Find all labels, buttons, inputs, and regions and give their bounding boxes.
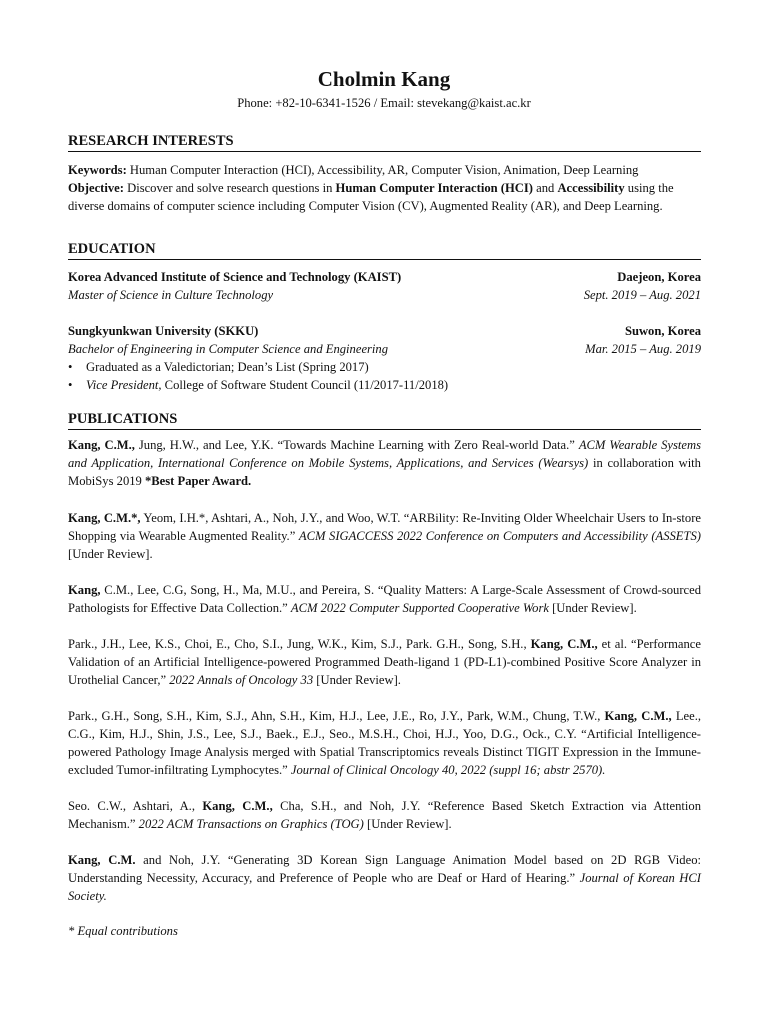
pub-text: Seo. C.W., Ashtari, A., <box>68 799 203 813</box>
pub-venue: 2022 ACM Transactions on Graphics (TOG) <box>138 817 364 831</box>
education-heading: EDUCATION <box>68 240 701 260</box>
pub-text: [Under Review]. <box>313 673 401 687</box>
keywords-label: Keywords: <box>68 163 127 177</box>
publication-5 <box>68 707 701 779</box>
pub-author-bold: Kang, <box>68 583 101 597</box>
school-name: Sungkyunkwan University (SKKU) <box>68 324 259 338</box>
objective-text: Discover and solve research questions in <box>123 181 336 195</box>
publication-2 <box>68 509 701 563</box>
pub-text: [Under Review]. <box>68 547 153 561</box>
pub-text: [Under Review]. <box>548 601 637 615</box>
bullet-icon: • <box>68 360 73 374</box>
pub-author-bold: Kang, C.M., <box>530 637 598 651</box>
objective-label: Objective: <box>68 181 124 195</box>
objective-line <box>68 179 701 215</box>
contact-info: Phone: +82-10-6341-1526 / Email: stevekang@kaist.ac.kr <box>237 96 531 110</box>
pub-text: Lee., C.G., Kim, H.J., Shin, J.S., Lee, S.J., Baek., E.J., Seo., M.S.H., Choi, H.J., Yoo, D.G., Ock., C.Y. “Artificial Intelligence-powered Pathology Image Analysis merged with Spatial Transcriptomics reveals Distinct TIGIT Expression in the Immune-excluded Tumor-infiltrating Lymphocytes.” <box>68 709 701 777</box>
equal-contributions-note: * Equal contributions <box>68 924 178 938</box>
publication-1 <box>68 436 701 490</box>
objective-bold-accessibility: Accessibility <box>557 181 625 195</box>
education-bullets <box>68 358 701 394</box>
pub-venue: ACM 2022 Computer Supported Cooperative Work <box>290 601 549 615</box>
publication-6 <box>68 797 701 833</box>
research-interests-body <box>68 161 701 215</box>
school-name: Korea Advanced Institute of Science and Technology (KAIST) <box>68 270 402 284</box>
pub-author-bold: Kang, C.M., <box>604 709 672 723</box>
publication-4 <box>68 635 701 689</box>
resume-header <box>0 64 768 111</box>
bullet-item <box>68 376 701 394</box>
pub-text: Park., J.H., Lee, K.S., Choi, E., Cho, S.I., Jung, W.K., Kim, S.J., Park. G.H., Song, S.H., <box>68 637 531 651</box>
pub-author-bold: Kang, C.M., <box>202 799 273 813</box>
education-row <box>68 268 701 286</box>
objective-text-post: using the diverse domains of computer science including Computer Vision (CV), Augmented Reality (AR), and Deep Learning. <box>68 181 674 213</box>
pub-text: Cha, S.H., and Noh, J.Y. “Reference Based Sketch Extraction via Attention Mechanism.” <box>68 799 701 831</box>
degree: Bachelor of Engineering in Computer Science and Engineering <box>68 342 389 356</box>
pub-author-bold: Kang, C.M.*, <box>68 511 141 525</box>
bullet-role: Vice President, <box>86 378 162 392</box>
publication-3 <box>68 581 701 617</box>
pub-text: Jung, H.W., and Lee, Y.K. “Towards Machine Learning with Zero Real-world Data.” <box>134 438 579 452</box>
pub-text: et al. “Performance Validation of an Artificial Intelligence-powered Programmed Death-ligand 1 (PD-L1)-combined Positive Score Analyzer in Urothelial Cancer,” <box>68 637 701 687</box>
pub-venue: ACM SIGACCESS 2022 Conference on Computers and Accessibility (ASSETS) <box>298 529 701 543</box>
pub-venue: ACM Wearable Systems and Application, International Conference on Mobile Systems, Applications, and Services (Wearsys) <box>68 438 702 470</box>
bullet-text: College of Software Student Council (11/2017-11/2018) <box>161 378 449 392</box>
objective-text-mid: and <box>532 181 558 195</box>
education-entry-skku <box>68 322 701 394</box>
pub-text: [Under Review]. <box>363 817 452 831</box>
research-interests-heading: RESEARCH INTERESTS <box>68 132 701 152</box>
bullet-icon: • <box>68 378 73 392</box>
dates: Sept. 2019 – Aug. 2021 <box>583 288 701 302</box>
pub-venue: 2022 Annals of Oncology 33 <box>169 673 314 687</box>
pub-text: Park., G.H., Song, S.H., Kim, S.J., Ahn, S.H., Kim, H.J., Lee, J.E., Ro, J.Y., Park, W.M., Chung, T.W., <box>68 709 605 723</box>
pub-text: in collaboration with MobiSys 2019 <box>68 456 701 488</box>
publication-7 <box>68 851 701 905</box>
education-entry-kaist <box>68 268 701 304</box>
bullet-text: Graduated as a Valedictorian; Dean’s List (Spring 2017) <box>86 360 369 374</box>
keywords-line <box>68 161 701 179</box>
education-row <box>68 286 701 304</box>
bullet-item <box>68 358 701 376</box>
pub-venue: Journal of Korean HCI Society. <box>68 871 701 903</box>
publications-heading: PUBLICATIONS <box>68 410 701 430</box>
pub-author-bold: Kang, C.M., <box>68 438 135 452</box>
candidate-name: Cholmin Kang <box>317 67 451 91</box>
school-location: Suwon, Korea <box>624 324 701 338</box>
keywords-text: Human Computer Interaction (HCI), Accessibility, AR, Computer Vision, Animation, Deep Learning <box>126 163 639 177</box>
pub-text: C.M., Lee, C.G, Song, H., Ma, M.U., and Pereira, S. “Quality Matters: A Large-Scale Assessment of Crowd-sourced Pathologists for Effective Data Collection.” <box>68 583 701 615</box>
education-row <box>68 340 701 358</box>
degree: Master of Science in Culture Technology <box>68 288 274 302</box>
education-row <box>68 322 701 340</box>
pub-text: Yeom, I.H.*, Ashtari, A., Noh, J.Y., and Woo, W.T. “ARBility: Re-Inviting Older Wheelchair Users to In-store Shopping via Wearable Augmented Reality.” <box>68 511 701 543</box>
pub-text: and Noh, J.Y. “Generating 3D Korean Sign Language Animation Model based on 2D RGB Video: Understanding Necessity, Accuracy, and Preference of People who are Deaf or Hard of Hearing.” <box>68 853 701 885</box>
pub-author-bold: Kang, C.M. <box>68 853 136 867</box>
school-location: Daejeon, Korea <box>617 270 701 284</box>
objective-bold-hci: Human Computer Interaction (HCI) <box>335 181 533 195</box>
dates: Mar. 2015 – Aug. 2019 <box>585 342 701 356</box>
pub-venue: Journal of Clinical Oncology 40, 2022 (suppl 16; abstr 2570). <box>290 763 606 777</box>
pub-award: *Best Paper Award. <box>144 474 252 488</box>
